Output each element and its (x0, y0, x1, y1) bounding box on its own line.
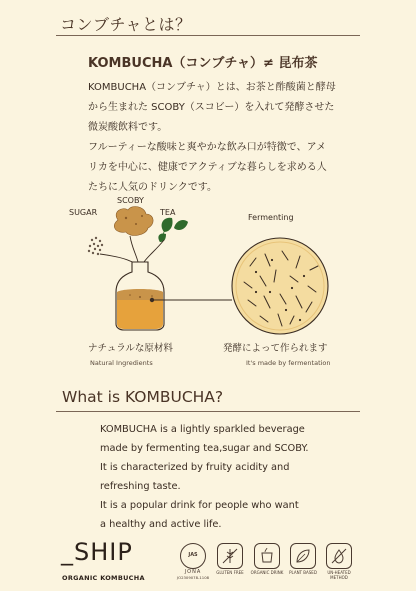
label-scoby: SCOBY (117, 196, 144, 205)
leaf-icon (290, 543, 316, 569)
no-heat-icon (326, 543, 352, 569)
body-line: 微炭酸飲料です。 (88, 122, 168, 133)
jas-organic-badge: JAS JONA JO2309078-1108 (176, 543, 210, 580)
section-title-en: What is KOMBUCHA? (62, 388, 224, 406)
label-tea: TEA (160, 208, 176, 217)
plant-based-badge: PLANT BASED (286, 543, 320, 575)
caption-fermentation-jp: 発酵によって作られます (223, 343, 328, 354)
divider (56, 35, 360, 36)
body-line: から生まれた SCOBY（スコビー）を入れて発酵させた (88, 102, 335, 113)
body-line: made by fermenting tea,sugar and SCOBY. (100, 443, 309, 454)
body-line: KOMBUCHA（コンブチャ）とは、お茶と酢酸菌と酵母 (88, 82, 336, 93)
label-fermenting: Fermenting (248, 213, 294, 222)
bottle-icon (116, 262, 164, 330)
unheated-badge: UN-HEATED METHOD (322, 543, 356, 580)
sugar-icon (88, 237, 103, 255)
caption-natural-jp: ナチュラルな原材料 (88, 343, 173, 354)
section-title-jp: コンブチャとは？ (60, 15, 192, 34)
body-line: It is characterized by fruity acidity and (100, 462, 290, 473)
illustration (60, 196, 360, 336)
label-sugar: SUGAR (69, 208, 98, 217)
brand-subtitle: ORGANIC KOMBUCHA (62, 574, 145, 582)
scoby-disc-icon (232, 238, 328, 334)
brand-logo: _SHIP (61, 538, 133, 566)
body-line: refreshing taste. (100, 481, 181, 492)
caption-natural-en: Natural Ingredients (90, 359, 153, 367)
body-line: a healthy and active life. (100, 519, 222, 530)
caption-fermentation-en: It's made by fermentation (246, 359, 331, 367)
scoby-icon (114, 207, 153, 236)
body-line: It is a popular drink for people who want (100, 500, 299, 511)
cup-icon (254, 543, 280, 569)
divider (56, 411, 360, 412)
body-line: たちに人気のドリンクです。 (88, 182, 217, 193)
tea-leaf-icon (158, 218, 188, 242)
body-line: KOMBUCHA is a lightly sparkled beverage (100, 424, 305, 435)
body-line: リカを中心に、健康でアクティブな暮らしを求める人 (88, 162, 327, 173)
wheat-icon (217, 543, 243, 569)
organic-drink-badge: ORGANIC DRINK (250, 543, 284, 575)
headline: KOMBUCHA（コンブチャ）≠ 昆布茶 (88, 56, 318, 71)
body-line: フルーティーな酸味と爽やかな飲み口が特徴で、アメ (88, 142, 326, 153)
jas-icon: JAS (180, 543, 206, 569)
gluten-free-badge: GLUTEN FREE (213, 543, 247, 575)
